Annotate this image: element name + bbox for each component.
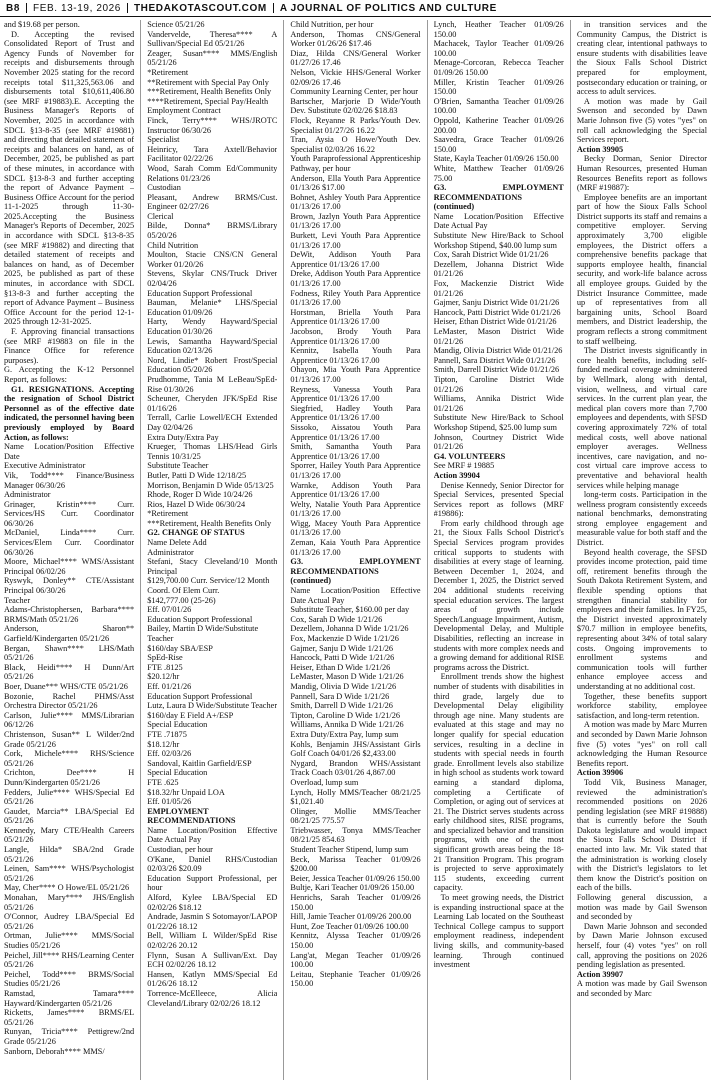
column-paragraph: G. Accepting the K-12 Personnel Report, as follows:	[4, 365, 135, 384]
column-paragraph: Tran, Aysia O Howe/Youth Dev. Specialist 02/03/26 16.22	[290, 135, 421, 154]
column-paragraph: Ortman, Julie**** MMS/Social Studies 05/21/26	[4, 931, 135, 950]
column-paragraph: Nord, Lindie* Robert Frost/Special Education 05/20/26	[147, 355, 278, 375]
column-paragraph: $18.32/hr Unpaid LOA	[147, 787, 225, 797]
column-paragraph: Fox, Mackenzie D Wide 1/21/26	[290, 634, 399, 643]
column-paragraph: Rhode, Roger D Wide 10/24/26	[147, 490, 253, 500]
column-paragraph: Butler, Patti D Wide 12/18/25	[147, 470, 247, 480]
column-paragraph: Bailey, Martin D Wide/Substitute	[147, 624, 259, 634]
column-paragraph: Following general discussion, a motion was made by Gail Swenson and seconded by	[576, 893, 708, 922]
column-rule	[283, 20, 284, 1080]
column-paragraph: Extra Duty/Extra Pay, lump sum	[290, 729, 399, 739]
column-paragraph: Administrator	[147, 547, 194, 557]
column-rule	[427, 20, 428, 1080]
column-paragraph: Special Education	[147, 720, 208, 730]
column-paragraph: Student Teacher Stipend, lump sum	[290, 845, 409, 855]
column-paragraph: Boer, Duane*** WHS/CTE 05/21/26	[4, 681, 128, 691]
column-paragraph: Welty, Natalie Youth Para Apprentice 01/13/26 17.00	[290, 499, 421, 519]
masthead	[0, 0, 711, 17]
column-paragraph: Triebwasser, Tonya MMS/Teacher 08/21/25 854.63	[290, 825, 421, 845]
column-paragraph: Youth Paraprofessional Apprenticeship Pathway, per hour	[290, 154, 421, 173]
column-paragraph: Substitute Teacher, $160.00 per day	[290, 605, 410, 615]
column-paragraph: Custodian	[147, 183, 181, 193]
column-paragraph: Peichel, Jill**** RHS/Learning Center 05/21/26	[4, 950, 135, 970]
column-paragraph: Eff. 01/21/26	[147, 681, 192, 691]
column-paragraph: Adams-Christophersen, Barbara**** BRMS/Math 05/21/26	[4, 605, 135, 624]
column-paragraph: Beyond health coverage, the SFSD provides income protection, paid time off, retirement benefits through the South Dakota Retirement System, and flexible spending options that strengthen financial stability for employees and their families. In FY25, the District invested approximately $70.7 million in employee benefits, representing about 34% of total salary costs. Ongoing improvements to enrollment systems and communication tools will further enhance employee access and understanding at no additional cost.	[576, 547, 708, 691]
column-paragraph: Bultje, Kari Teacher 01/09/26 150.00	[290, 883, 415, 893]
masthead-divider	[26, 3, 27, 13]
column-paragraph: White, Matthew Teacher 01/09/26 75.00	[433, 163, 564, 183]
column-paragraph: Williams, Annika D Wide 1/21/26	[290, 720, 404, 730]
column-paragraph: Bauman, Melanie* LHS/Special Education 01/09/26	[147, 298, 278, 317]
column-paragraph: $20.12/hr	[147, 672, 180, 682]
column-paragraph: Bohnet, Ashley Youth Para Apprentice 01/13/26 17.00	[290, 192, 421, 212]
column-3	[290, 20, 420, 1080]
column-paragraph: Anderson, Ella Youth Para Apprentice 01/13/26 $17.00	[290, 173, 421, 193]
column-paragraph: DeWit, Addison Youth Para Apprentice 01/13/26 17.00	[290, 250, 421, 269]
column-paragraph: $160/day SBA/ESP	[147, 643, 213, 653]
column-paragraph: Vik, Todd**** Finance/Business Manager 06/30/26	[4, 470, 135, 490]
column-paragraph: Sporrer, Hailey Youth Para Apprentice 01/13/26 17.00	[290, 461, 421, 480]
column-paragraph: Christenson, Susan** L Wilder/2nd Grade 05/21/26	[4, 729, 135, 749]
column-paragraph: Beck, Marissa Teacher 01/09/26 $200.00	[290, 854, 421, 874]
column-paragraph: Morrison, Benjamin D Wide 05/13/25	[147, 480, 274, 490]
column-paragraph: Enrollment trends show the highest number of students with disabilities in third grade, largely due to Developmental Delay eligibility through age nine. Many students are evaluated at this stage and may no longer qualify for special education services, resulting in a decline in students with special needs in fourth grade. Enrollment levels also stabilize in high school as students work toward earning a standard diploma, completing a Certificate of Completion, or aging out of services at 21. The District serves students across early childhood sites, RISE programs, and specialized behavior and transition programs, with one of the most significant growth areas being the 18-21 Transition Program. This program is projected to serve approximately 115 students, exceeding current capacity.	[433, 672, 564, 893]
column-paragraph: Miller, Kristin Teacher 01/09/26 150.00	[433, 77, 564, 97]
column-paragraph: Dawn Marie Johnson and seconded by Dawn Marie Johnson excused herself, four (4) votes "yes" on roll call, approving the positions on 2026 pending legislation as presented.	[576, 921, 708, 970]
column-paragraph: McDaniel, Linda**** Curr. Services/Elem Curr. Coordinator 06/30/26	[4, 528, 135, 557]
column-paragraph: Ohayon, Mia Youth Para Apprentice 01/13/26 17.00	[290, 365, 421, 384]
column-paragraph: Kohls, Benjamin JHS/Assistant Girls Golf Coach 04/01/26 $2,433.00	[290, 739, 421, 759]
column-paragraph: Machacek, Taylor Teacher 01/09/26 100.00	[433, 39, 564, 58]
column-paragraph: Stevens, Skylar CNS/Truck Driver 02/04/26	[147, 269, 278, 289]
column-paragraph: Burkett, Levi Youth Para Apprentice 01/13/26 17.00	[290, 231, 421, 250]
column-paragraph: SpEd-Rise	[147, 653, 183, 663]
column-paragraph: G3. EMPLOYMENT RECOMMENDATIONS (continued)	[290, 557, 421, 586]
column-paragraph: Sandoval, Kaitlin Garfield/ESP	[147, 758, 252, 768]
column-paragraph: Lynch, Heather Teacher 01/09/26 150.00	[433, 20, 564, 39]
column-paragraph: Action 39906	[576, 768, 624, 778]
column-paragraph: Education Support Professional	[147, 614, 253, 624]
column-paragraph: long-term costs. Participation in the wellness program consistently exceeds national benchmarks, demonstrating strong employee engagement and measurable value for both staff and the District.	[576, 490, 708, 548]
column-paragraph: Dezellem, Johanna D Wide 1/21/26	[290, 624, 409, 634]
column-paragraph: Heiser, Ethan D Wide 1/21/26	[290, 662, 391, 672]
column-paragraph: Fedders, Julie**** WHS/Special Ed 05/21/26	[4, 787, 135, 807]
column-paragraph: Name Location/Position Effective Date Actual Pay	[290, 586, 421, 605]
column-paragraph: Tipton, Caroline D Wide 1/21/26	[290, 710, 401, 720]
column-paragraph: Employment Contract	[147, 106, 221, 116]
column-paragraph: Pannell, Sara D Wide 1/21/26	[290, 691, 390, 701]
column-paragraph: Alford, Kylee LBA/Special ED 02/02/26 $18.12	[147, 893, 278, 912]
column-paragraph: Lutz, Laura D Wide/Substitute Teacher	[147, 701, 278, 711]
column-paragraph: Science 05/21/26	[147, 20, 205, 29]
column-paragraph: **Retirement with Special Pay Only	[147, 77, 269, 87]
column-paragraph: Mandig, Olivia District Wide 01/21/26	[433, 346, 563, 356]
column-paragraph: $129,700.00 Curr. Service/12 Month	[147, 576, 270, 586]
column-paragraph: Ryswyk, Donley** CTE/Assistant Principal 06/30/26	[4, 576, 135, 596]
column-paragraph: Zeager, Susan**** MMS/English 05/21/26	[147, 48, 278, 68]
column-paragraph: Zeman, Kaia Youth Para Apprentice 01/13/26 17.00	[290, 538, 421, 557]
column-paragraph: Black, Heidi**** H Dunn/Art 05/21/26	[4, 662, 135, 682]
column-paragraph: Administrator	[4, 490, 51, 500]
column-paragraph: To meet growing needs, the District is expanding instructional space at the Learning Lab located on the Southeast Technical College campus to support employment readiness, independent living skills, and community-based learning. Through continued investment	[433, 893, 564, 970]
column-paragraph: Cork, Michele**** RHS/Science 05/21/26	[4, 749, 135, 768]
column-paragraph: Vandervelde, Theresa**** A Sullivan/Special Ed 05/21/26	[147, 29, 278, 49]
site-name: THEDAKOTASCOUT.COM	[133, 2, 267, 14]
column-paragraph: *Retirement	[147, 509, 189, 519]
column-paragraph: Bartscher, Marjorie D Wide/Youth Dev. Substitute 02/02/26 $18.83	[290, 96, 421, 116]
column-paragraph: Substitute Teacher	[147, 461, 209, 471]
column-paragraph: Moore, Michael**** WMS/Assistant Principal 06/02/26	[4, 557, 135, 576]
column-paragraph: in transition services and the Community Campus, the District is creating clear, intentional pathways to ensure students with disabilities leave the Sioux Falls School District prepared for employment, postsecondary education or training, or access to adult services.	[576, 20, 708, 97]
column-paragraph: Action 39904	[433, 470, 480, 480]
column-paragraph: Diaz, Hilda CNS/General Worker 01/27/26 17.46	[290, 48, 421, 68]
column-paragraph: Hunt, Zoe Teacher 01/09/26 100.00	[290, 921, 409, 931]
column-paragraph: Krueger, Thomas LHS/Head Girls Tennis 10/31/25	[147, 442, 278, 461]
column-paragraph: May, Cher**** O Howe/EL 05/21/26	[4, 883, 130, 893]
article-columns	[4, 20, 707, 1080]
column-paragraph: Gajmer, Sanju D Wide 1/21/26	[290, 643, 394, 653]
column-paragraph: Crichton, Dee**** H Dunn/Kindergarten 05/21/26	[4, 768, 135, 787]
column-paragraph: LeMaster, Mason District Wide 01/21/26	[433, 327, 564, 346]
column-paragraph: $142,777.00 (25-26)	[147, 595, 216, 605]
column-paragraph: Heinricy, Tara Axtell/Behavior Facilitator 02/22/26	[147, 144, 278, 164]
masthead-divider	[273, 3, 274, 13]
column-paragraph: Child Nutrition, per hour	[290, 20, 374, 29]
column-paragraph: Lynch, Holly MMS/Teacher 08/21/25 $1,021.40	[290, 787, 421, 807]
column-paragraph: Education Support Professional	[147, 691, 253, 701]
column-paragraph: Fodness, Riley Youth Para Apprentice 01/13/26 17.00	[290, 288, 421, 308]
column-paragraph: Hansen, Katlyn MMS/Special Ed 01/26/26 18.12	[147, 969, 278, 989]
column-paragraph: FTE .8125	[147, 662, 183, 672]
column-paragraph: Action 39907	[576, 969, 624, 979]
column-paragraph: Hancock, Patti D Wide 1/21/26	[290, 653, 395, 663]
column-paragraph: Wigg, Macey Youth Para Apprentice 01/13/26 17.00	[290, 518, 421, 538]
column-paragraph: Denise Kennedy, Senior Director for Special Services, presented Special Services report as follows (MRF #19886):	[433, 480, 564, 519]
column-paragraph: Substitute New Hire/Back to School Workshop Stipend, $25.00 lump sum	[433, 413, 564, 432]
column-paragraph: ****Retirement, Special Pay/Health	[147, 96, 269, 106]
column-paragraph: The District invests significantly in core health benefits, including self-funded medical coverage administered by Wellmark, along with dental, vision, wellness, and virtual care services. In the current plan year, the medical plan covers more than 7,700 employees and dependents, with SFSD covering approximately 72% of total medical costs, well above national employer averages. Wellness incentives, care navigation, and no-cost virtual care improve access to preventative and behavioral health services while helping manage	[576, 346, 708, 490]
column-paragraph: State, Kayla Teacher 01/09/26 150.00	[433, 154, 559, 164]
column-paragraph: Name Delete Add	[147, 538, 207, 548]
column-paragraph: Extra Duty/Extra Pay	[147, 432, 219, 442]
column-paragraph: Sanborn, Deborah**** MMS/	[4, 1046, 105, 1056]
column-paragraph: Anderson, Sharon** Garfield/Kindergarten 05/21/26	[4, 624, 135, 643]
column-paragraph: Leitau, Stephanie Teacher 01/09/26 150.00	[290, 969, 421, 989]
column-paragraph: Wood, Sarah Comm Ed/Community Relations 01/23/26	[147, 163, 278, 183]
column-paragraph: Kennitz, Alyssa Teacher 01/09/26 150.00	[290, 931, 421, 950]
column-paragraph: G2. CHANGE OF STATUS	[147, 528, 245, 538]
column-paragraph: Johnson, Courtney District Wide 01/21/26	[433, 432, 564, 452]
column-paragraph: Dezellem, Johanna District Wide 01/21/26	[433, 259, 564, 279]
column-paragraph: Substitute New Hire/Back to School Workshop Stipend, $40.00 lump sum	[433, 231, 564, 250]
column-paragraph: Brown, Jazlyn Youth Para Apprentice 01/13/26 17.00	[290, 211, 421, 231]
column-paragraph: Name Location/Position Effective Date	[4, 442, 135, 461]
column-paragraph: O'Connor, Audrey LBA/Special Ed 05/21/26	[4, 912, 135, 931]
column-paragraph: Nelson, Vickie HHS/General Worker 02/09/26 17.46	[290, 67, 421, 87]
tagline: A JOURNAL OF POLITICS AND CULTURE	[279, 2, 497, 14]
column-paragraph: Beier, Jessica Teacher 01/09/26 150.00	[290, 873, 420, 883]
column-paragraph: O'Brien, Samantha Teacher 01/09/26 100.00	[433, 96, 564, 116]
column-paragraph: and $19.68 per person.	[4, 20, 80, 29]
column-paragraph: Name Location/Position Effective Date Actual Pay	[433, 211, 564, 231]
column-paragraph: Coord. Of Elem Curr.	[147, 586, 220, 596]
column-paragraph: Specialist	[147, 135, 180, 145]
column-paragraph: Mandig, Olivia D Wide 1/21/26	[290, 681, 397, 691]
column-paragraph: Hill, Jamie Teacher 01/09/26 200.00	[290, 912, 412, 922]
column-paragraph: Scheuner, Cheryden JFK/SpEd Rise 01/16/26	[147, 394, 278, 413]
column-paragraph: See MRF # 19885	[433, 461, 495, 471]
column-paragraph: Warnke, Addison Youth Para Apprentice 01/13/26 17.00	[290, 480, 421, 500]
column-paragraph: D. Accepting the revised Consolidated Report of Trust and Agency Funds of November for receipts and disbursements through November 2025 stating for the record receipts total $11,325,563.06 and disbursements total $10,611,406.80 (see MRF #19883).E. Accepting the Business Manager's Reports of November, 2025 in accordance with SDCL §13-8-35 (see MRF #19881) and directing that detailed statement of receipts and balances on hand, as of December, 2025, be published as part of these minutes, in accordance with SDCL §13-8-3 and further accepting the report of Advance Payment – Business Office Account for the period 11-1-2025 through 11-30-2025.Accepting the Business Manager's Reports of December, 2025 in accordance with SDCL §13-8-35 (see MRF #19882) and directing that detailed statement of receipts and balances on hand, as of December 2025, be published as part of these minutes, in accordance with SDCL §13-8-3 and further accepting the report of Advance Payment – Business Office Account for the period 12-1-2025 through 12-31-2025.	[4, 29, 135, 327]
column-paragraph: Executive Administrator	[4, 461, 86, 471]
column-rule	[570, 20, 571, 1080]
page-number: B8	[6, 2, 20, 14]
column-paragraph: Gaudet, Marcia** LBA/Special Ed 05/21/26	[4, 806, 135, 826]
column-paragraph: Bilde, Donna* BRMS/Library 05/20/26	[147, 221, 278, 241]
column-5	[577, 20, 707, 1080]
column-paragraph: Grinager, Kristin**** Curr. Services/HS Curr. Coordinator 06/30/26	[4, 499, 135, 528]
column-paragraph: Smith, Darrell District Wide 01/21/26	[433, 365, 560, 375]
column-paragraph: Saavedra, Grace Teacher 01/09/26 150.00	[433, 135, 564, 154]
column-paragraph: Moulton, Stacie CNS/CN General Worker 01/20/26	[147, 250, 278, 269]
column-paragraph: Sissoko, Aissatou Youth Para Apprentice 01/13/26 17.00	[290, 422, 421, 442]
column-paragraph: A motion was made by Gail Swenson and seconded by Dawn Marie Johnson five (5) votes "yes" on roll call acknowledging the Special Services report.	[576, 96, 708, 145]
column-paragraph: FTE .625	[147, 777, 179, 787]
column-paragraph: Overload, lump sum	[290, 777, 359, 787]
column-paragraph: Gajmer, Sanju District Wide 01/21/26	[433, 298, 560, 308]
column-paragraph: Menage-Corcoran, Rebecca Teacher 01/09/26 150.00	[433, 58, 564, 77]
masthead-divider	[127, 3, 128, 13]
column-paragraph: Andrade, Jasmin S Sotomayor/LAPOP 01/22/26 18.12	[147, 912, 278, 931]
column-4	[434, 20, 564, 1080]
column-paragraph: Special Education	[147, 768, 208, 778]
column-paragraph: Fox, Mackenzie District Wide 01/21/26	[433, 279, 564, 298]
column-paragraph: Heiser, Ethan District Wide 01/21/26	[433, 317, 557, 327]
column-paragraph: Teacher	[4, 595, 31, 605]
column-paragraph: Tipton, Caroline District Wide 01/21/26	[433, 374, 564, 394]
column-paragraph: Eff. 01/05/26	[147, 797, 192, 807]
column-paragraph: O'Kane, Daniel RHS/Custodian 02/03/26 $20.09	[147, 854, 278, 874]
column-paragraph: Flock, Reyanne R Parks/Youth Dev. Specialist 01/27/26 16.22	[290, 115, 421, 135]
column-paragraph: Ricketts, James**** BRMS/EL 05/21/26	[4, 1008, 135, 1027]
column-paragraph: G4. VOLUNTEERS	[433, 451, 506, 461]
column-paragraph: Nygard, Brandon WHS/Assistant Track Coach 03/01/26 4,867.00	[290, 758, 421, 778]
column-paragraph: Custodian, per hour	[147, 845, 213, 855]
column-paragraph: Olinger, Mollie MMS/Teacher 08/21/25 775.57	[290, 806, 421, 826]
column-2	[147, 20, 277, 1080]
column-1	[4, 20, 134, 1080]
column-paragraph: Community Learning Center, per hour	[290, 87, 418, 97]
column-paragraph: Ramstad, Tamara**** Hayward/Kindergarten 05/21/26	[4, 988, 135, 1008]
column-paragraph: Action 39905	[576, 144, 624, 154]
column-paragraph: Leinen, Sam**** WHS/Psychologist 05/21/26	[4, 864, 135, 883]
column-paragraph: Pleasant, Andrew BRMS/Cust. Engineer 02/27/26	[147, 192, 278, 212]
column-paragraph: Kennedy, Mary CTE/Health Careers 05/21/26	[4, 825, 135, 845]
column-paragraph: Eff. 02/03/26	[147, 749, 192, 759]
column-paragraph: Terrall, Carlie Lowell/ECH Extended Day 02/04/26	[147, 413, 278, 432]
column-paragraph: F. Approving financial transactions (see MRF #19883 on file in the Finance Office for reference purposes).	[4, 327, 135, 365]
column-paragraph: ***Retirement, Health Benefits Only	[147, 87, 272, 97]
column-paragraph: Teacher	[147, 634, 174, 643]
column-paragraph: A motion was made by Gail Swenson and seconded by Marc	[576, 979, 708, 998]
column-paragraph: Smith, Darrell D Wide 1/21/26	[290, 701, 393, 711]
column-paragraph: Reyness, Vanessa Youth Para Apprentice 01/13/26 17.00	[290, 384, 421, 404]
column-paragraph: Finck, Terry**** WHS/JROTC Instructor 06/30/26	[147, 115, 278, 135]
column-paragraph: Education Support Professional	[147, 288, 253, 298]
column-paragraph: Becky Dorman, Senior Director Human Resources, presented Human Resources Benefits report as follows (MRF #19887):	[576, 154, 708, 193]
column-paragraph: Smith, Samantha Youth Para Apprentice 01/13/26 17.00	[290, 442, 421, 461]
column-paragraph: Horstman, Briella Youth Para Apprentice 01/13/26 17.00	[290, 307, 421, 327]
column-paragraph: Pannell, Sara District Wide 01/21/26	[433, 355, 556, 365]
column-paragraph: Bozonie, Rachel PHMS/Asst Orchestra Director 05/21/26	[4, 691, 135, 711]
column-paragraph: Rios, Hazel D Wide 06/30/24	[147, 499, 246, 509]
column-paragraph: Williams, Annika District Wide 01/21/26	[433, 394, 564, 413]
column-paragraph: Clerical	[147, 211, 174, 221]
column-paragraph: Todd Vik, Business Manager, reviewed the administration's recommended positions on 2026 pending legislation (see MRF #19888) that is currently before the South Dakota legislature and would impact the Sioux Falls School District if enacted into law. Mr. Vik stated that the administration is working closely with the District's legislators to let them know the District's position on each of the bills.	[576, 777, 708, 893]
column-paragraph: EMPLOYMENT RECOMMENDATIONS	[147, 806, 236, 826]
column-paragraph: $18.12/hr	[147, 739, 180, 749]
column-paragraph: Jacobson, Brody Youth Para Apprentice 01/13/26 17.00	[290, 327, 421, 346]
column-paragraph: Harty, Wendy Hayward/Special Education 01/30/26	[147, 317, 278, 336]
column-paragraph: Bell, William L Wilder/SpEd Rise 02/02/26 20.12	[147, 931, 278, 950]
column-paragraph: Employee benefits are an important part of how the Sioux Falls School District supports its staff and remains a competitive employer. Serving approximately 3,700 eligible employees, the District offers a comprehensive benefits package that supports employee health, financial security, and work-life balance across all employee groups. Guided by the District Insurance Committee, made up of representatives from all bargaining units, School Board members, and District leadership, the program reflects a strong commitment to staff wellbeing.	[576, 192, 708, 346]
column-paragraph: Dreke, Addison Youth Para Apprentice 01/13/26 17.00	[290, 269, 421, 289]
column-paragraph: *Retirement	[147, 67, 189, 77]
column-paragraph: Henrichs, Sarah Teacher 01/09/26 150.00	[290, 893, 421, 912]
column-paragraph: Anderson, Thomas CNS/General Worker 01/26/26 $17.46	[290, 29, 421, 49]
column-paragraph: Lang'at, Megan Teacher 01/09/26 100.00	[290, 950, 421, 970]
column-paragraph: Kennitz, Isabella Youth Para Apprentice 01/13/26 17.00	[290, 346, 421, 365]
column-paragraph: ***Retirement, Health Benefits Only	[147, 518, 272, 528]
column-paragraph: Oppold, Katherine Teacher 01/09/26 200.00	[433, 115, 564, 135]
column-paragraph: Carlson, Julie**** MMS/Librarian 06/12/26	[4, 710, 135, 730]
column-paragraph: Together, these benefits support workforce stability, employee satisfaction, and long-term retention.	[576, 691, 708, 720]
column-paragraph: Langle, Hilda* SBA/2nd Grade 05/21/26	[4, 845, 135, 864]
column-paragraph: Flynn, Susan A Sullivan/Ext. Day ECH 02/02/26 18.12	[147, 950, 278, 970]
column-paragraph: Torrence-McElleece, Alicia Cleveland/Library 02/02/26 18.12	[147, 988, 278, 1008]
column-paragraph: Stefani, Stacy Cleveland/10 Month Principal	[147, 557, 278, 576]
column-paragraph: G1. RESIGNATIONS. Accepting the resignation of School District Personnel as of the effective date indicated, the personnel having been previously employed by Board Action, as follows:	[4, 384, 135, 442]
column-paragraph: Prudhomme, Tania M LeBeau/SpEd-Rise 01/30/26	[147, 374, 278, 394]
column-paragraph: Monahan, Mary**** JHS/English 05/21/26	[4, 893, 135, 912]
column-paragraph: FTE .71875	[147, 729, 187, 739]
column-paragraph: Eff. 07/01/26	[147, 605, 192, 615]
column-paragraph: From early childhood through age 21, the Sioux Falls School District's Special Services program provides critical supports to students with disabilities at every stage of learning. Between December 1, 2024, and December 1, 2025, the District served 204 additional students receiving special education services. The largest areas of growth include Speech/Language Impairment, Autism, Developmental Delay, and Multiple Disabilities, reflecting an increase in students with more complex needs and a growing demand for additional RISE programs across the District.	[433, 518, 564, 672]
column-paragraph: Child Nutrition	[147, 240, 199, 250]
column-paragraph: Bergan, Shawn**** LHS/Math 05/21/26	[4, 643, 135, 663]
column-paragraph: A motion was made by Marc Murren and seconded by Dawn Marie Johnson five (5) votes "yes" on roll call acknowledging the Human Resource Benefits report.	[576, 720, 708, 768]
issue-date: FEB. 13-19, 2026	[32, 2, 121, 14]
column-paragraph: Cox, Sarah District Wide 01/21/26	[433, 250, 549, 260]
column-paragraph: Name Location/Position Effective Date Actual Pay	[147, 825, 278, 845]
column-paragraph: Cox, Sarah D Wide 1/21/26	[290, 614, 383, 624]
column-paragraph: G3. EMPLOYMENT RECOMMENDATIONS (continued)	[433, 183, 564, 212]
column-paragraph: Education Support Professional, per hour	[147, 873, 278, 893]
column-paragraph: LeMaster, Mason D Wide 1/21/26	[290, 672, 404, 682]
column-paragraph: Peichel, Todd**** BRMS/Social Studies 05/21/26	[4, 969, 135, 989]
column-paragraph: Siegfried, Hadley Youth Para Apprentice 01/13/26 17.00	[290, 403, 421, 423]
column-paragraph: Hancock, Patti District Wide 01/21/26	[433, 307, 561, 317]
column-paragraph: Lewis, Samantha Hayward/Special Education 02/13/26	[147, 336, 278, 356]
column-rule	[140, 20, 141, 1080]
column-paragraph: $160/day E Field A+/ESP	[147, 710, 234, 720]
column-paragraph: Runyan, Tricia**** Pettigrew/2nd Grade 05/21/26	[4, 1027, 135, 1046]
